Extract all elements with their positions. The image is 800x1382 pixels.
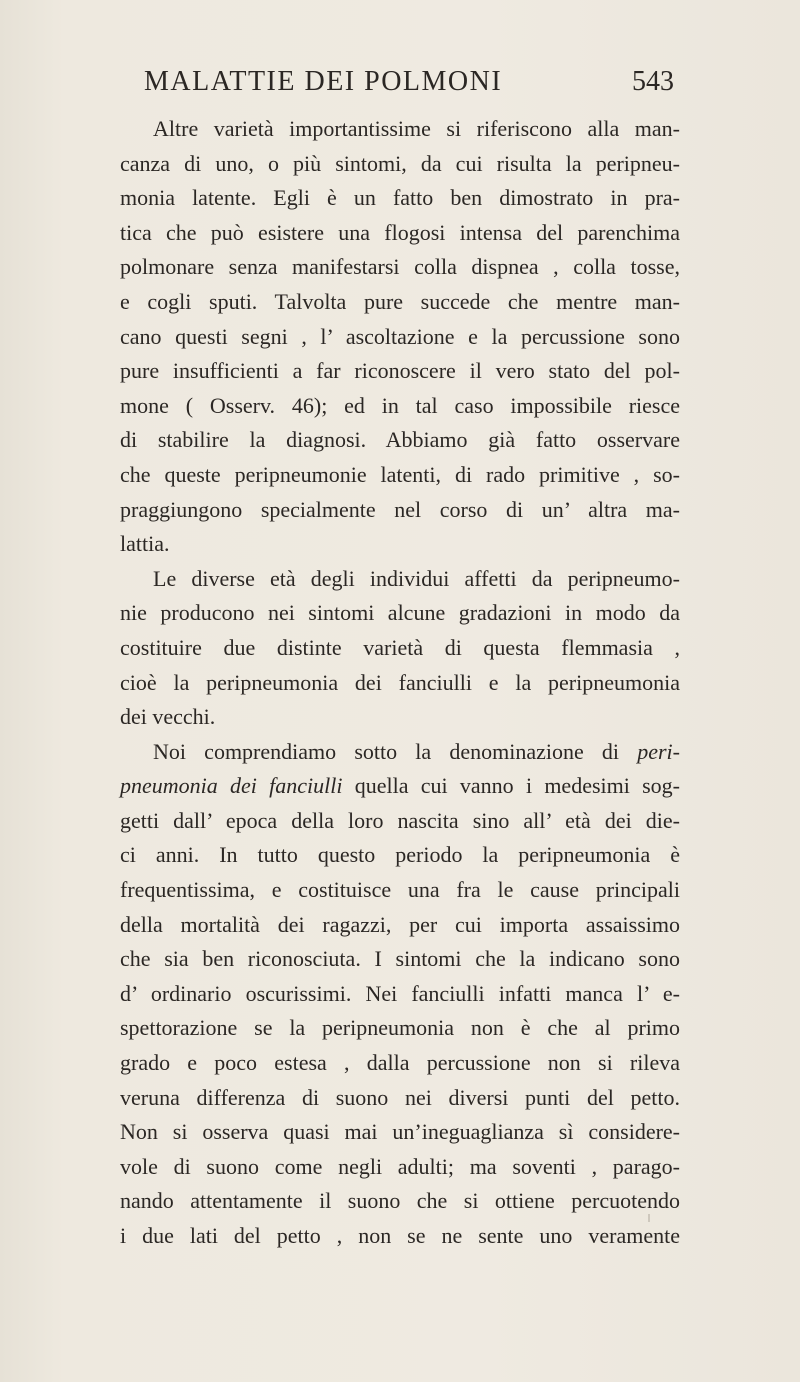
page-header bbox=[120, 66, 680, 106]
page-number: 543 bbox=[632, 66, 674, 97]
text-line: Le diverse età degli individui affetti da peripneumo- bbox=[153, 565, 680, 591]
text-line: d’ ordinario oscurissimi. Nei fanciulli infatti manca l’ e- bbox=[120, 980, 680, 1006]
italic-term: peri- bbox=[637, 738, 680, 764]
text-line: che queste peripneumonie latenti, di rado primitive , so- bbox=[120, 461, 680, 487]
text-line: grado e poco estesa , dalla percussione non si rileva bbox=[120, 1050, 680, 1076]
body-text bbox=[120, 112, 680, 1254]
text-line: costituire due distinte varietà di questa flemmasia , bbox=[120, 634, 680, 660]
text-line: lattia. bbox=[120, 531, 170, 557]
text-line: cano questi segni , l’ ascoltazione e la percussione sono bbox=[120, 323, 680, 349]
text-line bbox=[120, 735, 680, 770]
text-segment: Noi comprendiamo sotto la denominazione di bbox=[153, 738, 638, 764]
text-line: mone ( Osserv. 46); ed in tal caso impossibile riesce bbox=[120, 392, 680, 418]
text-line: della mortalità dei ragazzi, per cui importa assaissimo bbox=[120, 911, 680, 937]
text-line: di stabilire la diagnosi. Abbiamo già fatto osservare bbox=[120, 427, 680, 453]
text-line: tica che può esistere una flogosi intensa del parenchima bbox=[120, 219, 680, 245]
text-line: che sia ben riconosciuta. I sintomi che la indicano sono bbox=[120, 946, 680, 972]
text-line: Non si osserva quasi mai un’ineguaglianza sì considere- bbox=[120, 1119, 680, 1145]
text-line: e cogli sputi. Talvolta pure succede che mentre man- bbox=[120, 288, 680, 314]
text-line: nando attentamente il suono che si ottiene percuotendo bbox=[120, 1188, 680, 1214]
text-line: getti dall’ epoca della loro nascita sino all’ età dei die- bbox=[120, 807, 680, 833]
text-line: monia latente. Egli è un fatto ben dimostrato in pra- bbox=[120, 185, 680, 211]
text-line: nie producono nei sintomi alcune gradazioni in modo da bbox=[120, 600, 680, 626]
running-title: MALATTIE DEI POLMONI bbox=[144, 66, 503, 97]
text-line: i due lati del petto , non se ne sente uno veramente bbox=[120, 1223, 680, 1248]
text-line: vole di suono come negli adulti; ma soventi , parago- bbox=[120, 1153, 680, 1179]
text-line: praggiungono specialmente nel corso di un’ altra ma- bbox=[120, 496, 680, 522]
text-line: spettorazione se la peripneumonia non è che al primo bbox=[120, 1015, 680, 1041]
text-line: veruna differenza di suono nei diversi punti del petto. bbox=[120, 1084, 680, 1110]
paper-mark bbox=[648, 1214, 650, 1222]
text-line: Altre varietà importantissime si riferiscono alla man- bbox=[153, 116, 680, 141]
text-line: canza di uno, o più sintomi, da cui risulta la peripneu- bbox=[120, 150, 680, 176]
text-line: frequentissima, e costituisce una fra le cause principali bbox=[120, 877, 680, 903]
text-line: polmonare senza manifestarsi colla dispnea , colla tosse, bbox=[120, 254, 680, 280]
text-line: dei vecchi. bbox=[120, 704, 216, 730]
text-line: ci anni. In tutto questo periodo la peripneumonia è bbox=[120, 842, 680, 868]
text-segment: quella cui vanno i medesimi sog- bbox=[342, 773, 681, 799]
italic-term: pneumonia dei fanciulli bbox=[120, 773, 343, 799]
text-line: cioè la peripneumonia dei fanciulli e la peripneumonia bbox=[120, 669, 680, 695]
text-line: pure insufficienti a far riconoscere il vero stato del pol- bbox=[120, 358, 680, 384]
text-line bbox=[120, 769, 680, 804]
